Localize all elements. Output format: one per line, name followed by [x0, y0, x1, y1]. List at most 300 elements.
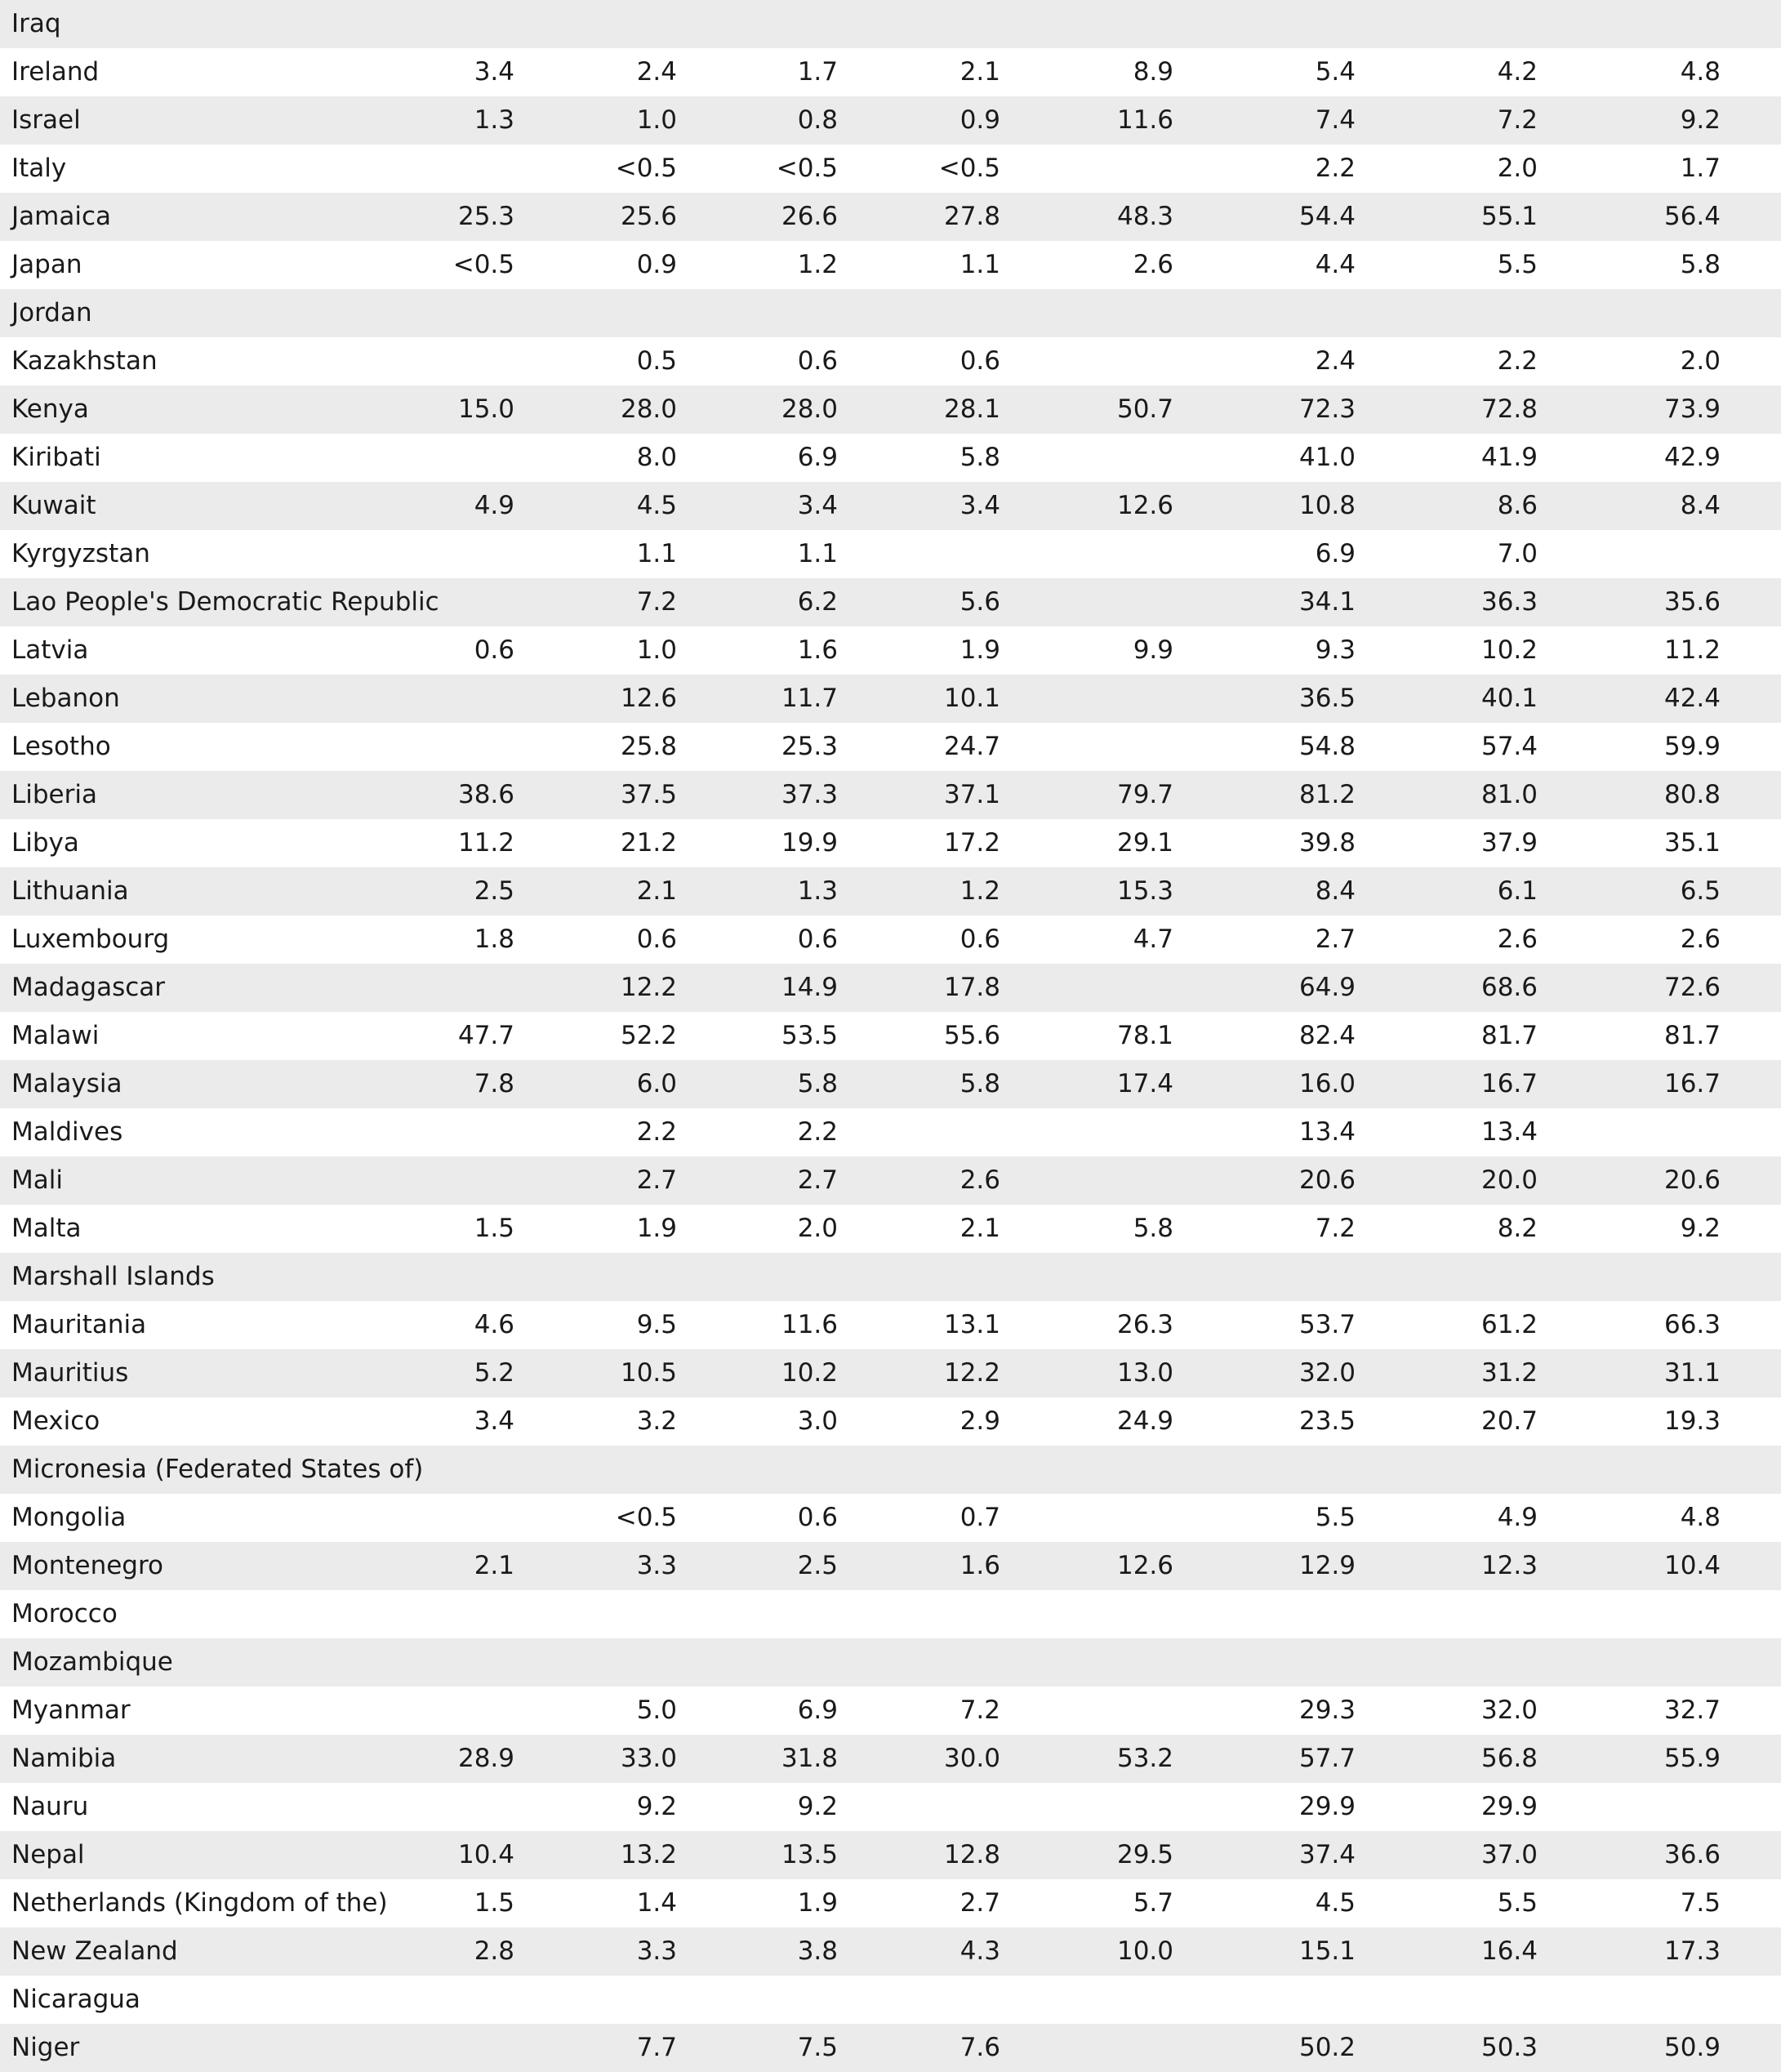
value-cell: 13.5 — [781, 1840, 838, 1869]
value-cell: 3.4 — [960, 491, 1000, 520]
value-cell: 0.6 — [960, 346, 1000, 376]
country-name: Mauritania — [11, 1310, 147, 1339]
value-cell: 7.4 — [1315, 105, 1356, 135]
table-row — [0, 48, 1781, 96]
value-cell — [367, 1156, 514, 1205]
country-name: Nauru — [11, 1792, 89, 1821]
table-row — [0, 2024, 1781, 2072]
value-cell — [530, 1446, 677, 1494]
table-row — [0, 1590, 1781, 1638]
value-cell: 55.1 — [1480, 202, 1538, 231]
value-cell: 50.3 — [1480, 2033, 1538, 2062]
value-cell: 17.8 — [943, 973, 1000, 1002]
value-cell: 4.4 — [1315, 250, 1356, 279]
country-name: Nepal — [11, 1840, 85, 1869]
value-cell: 23.5 — [1298, 1406, 1356, 1436]
value-cell — [1391, 1976, 1538, 2024]
value-cell — [367, 1590, 514, 1638]
country-name: Libya — [11, 828, 79, 858]
value-cell: 72.8 — [1480, 394, 1538, 424]
country-name: Micronesia (Federated States of) — [11, 1455, 424, 1484]
value-cell — [1574, 1638, 1721, 1687]
value-cell: <0.5 — [615, 154, 677, 183]
value-cell: 0.8 — [797, 105, 838, 135]
value-cell: 25.3 — [781, 732, 838, 761]
value-cell: 5.2 — [474, 1358, 514, 1388]
value-cell: 37.3 — [781, 780, 838, 809]
value-cell — [1391, 0, 1538, 48]
value-cell: 13.4 — [1480, 1117, 1538, 1147]
country-name: Maldives — [11, 1117, 123, 1147]
value-cell — [1209, 1446, 1356, 1494]
value-cell — [1026, 578, 1173, 626]
country-name: Mexico — [11, 1406, 100, 1436]
table-row — [0, 434, 1781, 482]
value-cell — [1026, 1783, 1173, 1831]
value-cell: 2.5 — [474, 876, 514, 906]
country-name: Netherlands (Kingdom of the) — [11, 1888, 388, 1918]
value-cell: 35.1 — [1663, 828, 1721, 858]
value-cell: 5.5 — [1497, 250, 1538, 279]
value-cell — [367, 1638, 514, 1687]
table-row — [0, 1927, 1781, 1976]
value-cell: 1.2 — [797, 250, 838, 279]
value-cell — [530, 1253, 677, 1301]
table-row — [0, 1446, 1781, 1494]
value-cell — [1026, 1156, 1173, 1205]
value-cell: 6.1 — [1497, 876, 1538, 906]
value-cell — [367, 964, 514, 1012]
value-cell — [1209, 1976, 1356, 2024]
value-cell: 0.6 — [797, 346, 838, 376]
value-cell: 15.1 — [1298, 1936, 1356, 1966]
value-cell: 6.5 — [1680, 876, 1721, 906]
value-cell: 11.2 — [457, 828, 514, 858]
value-cell: 5.8 — [960, 443, 1000, 472]
value-cell: 20.7 — [1480, 1406, 1538, 1436]
value-cell: 16.7 — [1480, 1069, 1538, 1098]
value-cell: 42.4 — [1663, 684, 1721, 713]
value-cell: 12.6 — [620, 684, 677, 713]
value-cell — [691, 0, 838, 48]
value-cell: 53.7 — [1298, 1310, 1356, 1339]
value-cell — [1026, 1494, 1173, 1542]
value-cell: 1.0 — [636, 635, 677, 665]
country-name: Liberia — [11, 780, 97, 809]
table-row — [0, 193, 1781, 241]
value-cell: 2.7 — [636, 1165, 677, 1195]
table-row — [0, 1108, 1781, 1156]
value-cell — [853, 0, 1000, 48]
value-cell: 81.2 — [1298, 780, 1356, 809]
value-cell: 12.2 — [620, 973, 677, 1002]
table-row — [0, 771, 1781, 819]
value-cell: 4.7 — [1133, 925, 1173, 954]
table-row — [0, 96, 1781, 145]
country-name: Lebanon — [11, 684, 120, 713]
value-cell: 13.4 — [1298, 1117, 1356, 1147]
table-row — [0, 819, 1781, 867]
value-cell — [367, 578, 514, 626]
value-cell — [1574, 1253, 1721, 1301]
value-cell: 55.9 — [1663, 1744, 1721, 1773]
value-cell — [691, 1976, 838, 2024]
country-name: Mauritius — [11, 1358, 129, 1388]
value-cell — [1026, 1253, 1173, 1301]
value-cell: 52.2 — [620, 1021, 677, 1050]
value-cell: 9.2 — [1680, 1214, 1721, 1243]
value-cell — [1391, 1638, 1538, 1687]
value-cell: 7.0 — [1497, 539, 1538, 568]
country-name: Marshall Islands — [11, 1262, 215, 1291]
value-cell: 5.5 — [1315, 1503, 1356, 1532]
value-cell: 66.3 — [1663, 1310, 1721, 1339]
table-row — [0, 723, 1781, 771]
value-cell — [853, 289, 1000, 337]
value-cell — [1574, 1783, 1721, 1831]
value-cell: 39.8 — [1298, 828, 1356, 858]
value-cell — [1026, 2024, 1173, 2072]
value-cell: 1.5 — [474, 1888, 514, 1918]
value-cell — [1026, 964, 1173, 1012]
country-name: Nicaragua — [11, 1985, 140, 2014]
country-name: Malawi — [11, 1021, 100, 1050]
country-name: Niger — [11, 2033, 80, 2062]
country-name: Myanmar — [11, 1695, 131, 1725]
value-cell: 50.7 — [1116, 394, 1173, 424]
country-name: Israel — [11, 105, 81, 135]
value-cell: 25.6 — [620, 202, 677, 231]
value-cell: 25.3 — [457, 202, 514, 231]
value-cell: 8.2 — [1497, 1214, 1538, 1243]
value-cell: 2.1 — [474, 1551, 514, 1580]
value-cell: 2.2 — [797, 1117, 838, 1147]
value-cell: 12.6 — [1116, 1551, 1173, 1580]
value-cell: 5.0 — [636, 1695, 677, 1725]
value-cell — [1574, 1976, 1721, 2024]
value-cell: 20.6 — [1298, 1165, 1356, 1195]
value-cell — [1026, 145, 1173, 193]
value-cell: 10.2 — [1480, 635, 1538, 665]
country-name: Malta — [11, 1214, 82, 1243]
table-row — [0, 289, 1781, 337]
value-cell: 38.6 — [457, 780, 514, 809]
value-cell: 12.6 — [1116, 491, 1173, 520]
value-cell: 29.1 — [1116, 828, 1173, 858]
value-cell: 9.2 — [1680, 105, 1721, 135]
value-cell: 31.8 — [781, 1744, 838, 1773]
value-cell: 19.9 — [781, 828, 838, 858]
value-cell — [853, 1446, 1000, 1494]
value-cell: 2.6 — [1133, 250, 1173, 279]
table-row — [0, 1735, 1781, 1783]
value-cell: 37.9 — [1480, 828, 1538, 858]
table-row — [0, 1060, 1781, 1108]
value-cell: 12.3 — [1480, 1551, 1538, 1580]
value-cell: 4.5 — [1315, 1888, 1356, 1918]
value-cell — [1026, 1976, 1173, 2024]
value-cell — [691, 1446, 838, 1494]
value-cell: 8.6 — [1497, 491, 1538, 520]
value-cell: 36.3 — [1480, 587, 1538, 617]
value-cell — [1391, 1590, 1538, 1638]
value-cell: 2.6 — [1680, 925, 1721, 954]
value-cell — [367, 1976, 514, 2024]
value-cell: 1.9 — [960, 635, 1000, 665]
value-cell — [367, 1108, 514, 1156]
value-cell — [1209, 0, 1356, 48]
table-row — [0, 1205, 1781, 1253]
value-cell — [691, 1253, 838, 1301]
country-name: Kiribati — [11, 443, 101, 472]
country-name: Lesotho — [11, 732, 111, 761]
country-name: Montenegro — [11, 1551, 164, 1580]
country-name: Ireland — [11, 57, 100, 87]
table-row — [0, 1976, 1781, 2024]
value-cell: 7.2 — [636, 587, 677, 617]
value-cell: 41.9 — [1480, 443, 1538, 472]
table-row — [0, 0, 1781, 48]
value-cell: 1.1 — [797, 539, 838, 568]
value-cell — [367, 530, 514, 578]
value-cell: 7.5 — [797, 2033, 838, 2062]
value-cell — [530, 1590, 677, 1638]
value-cell: 5.8 — [797, 1069, 838, 1098]
value-cell: 7.7 — [636, 2033, 677, 2062]
value-cell: 25.8 — [620, 732, 677, 761]
value-cell — [1026, 530, 1173, 578]
value-cell: 37.0 — [1480, 1840, 1538, 1869]
value-cell: 59.9 — [1663, 732, 1721, 761]
table-row — [0, 1638, 1781, 1687]
value-cell: 50.2 — [1298, 2033, 1356, 2062]
value-cell — [853, 1108, 1000, 1156]
table-row — [0, 578, 1781, 626]
value-cell: 37.1 — [943, 780, 1000, 809]
country-name: Latvia — [11, 635, 89, 665]
value-cell: 5.8 — [1133, 1214, 1173, 1243]
value-cell: 9.5 — [636, 1310, 677, 1339]
value-cell: 14.9 — [781, 973, 838, 1002]
table-row — [0, 1349, 1781, 1397]
table-row — [0, 867, 1781, 916]
value-cell — [1026, 289, 1173, 337]
country-name: Namibia — [11, 1744, 117, 1773]
value-cell: 9.2 — [636, 1792, 677, 1821]
value-cell: 4.9 — [1497, 1503, 1538, 1532]
value-cell — [853, 1783, 1000, 1831]
table-row — [0, 1687, 1781, 1735]
value-cell: 5.7 — [1133, 1888, 1173, 1918]
value-cell: 4.9 — [474, 491, 514, 520]
value-cell: 1.9 — [636, 1214, 677, 1243]
value-cell: 54.8 — [1298, 732, 1356, 761]
value-cell: 2.4 — [1315, 346, 1356, 376]
table-row — [0, 964, 1781, 1012]
value-cell: 31.1 — [1663, 1358, 1721, 1388]
value-cell: 54.4 — [1298, 202, 1356, 231]
value-cell: 8.9 — [1133, 57, 1173, 87]
value-cell: 3.4 — [474, 57, 514, 87]
value-cell — [853, 1253, 1000, 1301]
value-cell: 2.6 — [1497, 925, 1538, 954]
value-cell: 1.5 — [474, 1214, 514, 1243]
value-cell: 3.2 — [636, 1406, 677, 1436]
value-cell: <0.5 — [452, 250, 514, 279]
value-cell: 2.0 — [797, 1214, 838, 1243]
value-cell: 4.2 — [1497, 57, 1538, 87]
value-cell: 12.2 — [943, 1358, 1000, 1388]
value-cell: 1.9 — [797, 1888, 838, 1918]
value-cell — [1026, 1687, 1173, 1735]
value-cell: 1.1 — [636, 539, 677, 568]
value-cell: 47.7 — [457, 1021, 514, 1050]
value-cell — [1026, 1590, 1173, 1638]
value-cell: 6.9 — [797, 443, 838, 472]
value-cell — [367, 2024, 514, 2072]
value-cell — [367, 1446, 514, 1494]
country-name: Japan — [11, 250, 82, 279]
value-cell — [691, 1590, 838, 1638]
value-cell: 10.0 — [1116, 1936, 1173, 1966]
value-cell: 20.0 — [1480, 1165, 1538, 1195]
value-cell: 0.6 — [636, 925, 677, 954]
value-cell: 7.8 — [474, 1069, 514, 1098]
value-cell: 21.2 — [620, 828, 677, 858]
table-row — [0, 1397, 1781, 1446]
country-name: New Zealand — [11, 1936, 178, 1966]
value-cell: 56.4 — [1663, 202, 1721, 231]
value-cell: 24.9 — [1116, 1406, 1173, 1436]
value-cell — [367, 289, 514, 337]
value-cell — [1026, 337, 1173, 385]
value-cell: 1.2 — [960, 876, 1000, 906]
value-cell: 7.2 — [1315, 1214, 1356, 1243]
table-row — [0, 1494, 1781, 1542]
value-cell: 20.6 — [1663, 1165, 1721, 1195]
value-cell: 0.9 — [636, 250, 677, 279]
value-cell: 3.4 — [797, 491, 838, 520]
value-cell — [1026, 434, 1173, 482]
value-cell: 6.9 — [797, 1695, 838, 1725]
value-cell — [367, 1253, 514, 1301]
value-cell — [530, 0, 677, 48]
value-cell — [853, 1976, 1000, 2024]
value-cell — [1574, 1108, 1721, 1156]
value-cell — [367, 1494, 514, 1542]
value-cell: 6.0 — [636, 1069, 677, 1098]
value-cell: 1.3 — [797, 876, 838, 906]
value-cell: 56.8 — [1480, 1744, 1538, 1773]
value-cell — [367, 675, 514, 723]
value-cell: 16.0 — [1298, 1069, 1356, 1098]
table-row — [0, 1879, 1781, 1927]
value-cell: 4.6 — [474, 1310, 514, 1339]
value-cell: 3.3 — [636, 1551, 677, 1580]
value-cell — [1026, 1638, 1173, 1687]
value-cell: 42.9 — [1663, 443, 1721, 472]
value-cell: 11.6 — [781, 1310, 838, 1339]
table-row — [0, 1156, 1781, 1205]
value-cell: 0.6 — [474, 635, 514, 665]
value-cell: 61.2 — [1480, 1310, 1538, 1339]
country-name: Jordan — [11, 298, 92, 328]
value-cell: 8.0 — [636, 443, 677, 472]
value-cell: 13.2 — [620, 1840, 677, 1869]
value-cell — [1574, 530, 1721, 578]
value-cell: 68.6 — [1480, 973, 1538, 1002]
value-cell — [367, 145, 514, 193]
value-cell: 2.1 — [960, 1214, 1000, 1243]
country-name: Jamaica — [11, 202, 111, 231]
value-cell: 2.7 — [960, 1888, 1000, 1918]
value-cell: 26.6 — [781, 202, 838, 231]
value-cell — [1209, 289, 1356, 337]
value-cell: 32.7 — [1663, 1695, 1721, 1725]
value-cell: 29.3 — [1298, 1695, 1356, 1725]
value-cell: 53.5 — [781, 1021, 838, 1050]
value-cell — [691, 1638, 838, 1687]
value-cell: 2.4 — [636, 57, 677, 87]
value-cell: 41.0 — [1298, 443, 1356, 472]
value-cell: 31.2 — [1480, 1358, 1538, 1388]
value-cell: 10.2 — [781, 1358, 838, 1388]
value-cell: 7.5 — [1680, 1888, 1721, 1918]
value-cell: 0.9 — [960, 105, 1000, 135]
value-cell: 10.5 — [620, 1358, 677, 1388]
value-cell: 72.3 — [1298, 394, 1356, 424]
value-cell: 32.0 — [1298, 1358, 1356, 1388]
value-cell: 48.3 — [1116, 202, 1173, 231]
value-cell: 53.2 — [1116, 1744, 1173, 1773]
value-cell: 10.8 — [1298, 491, 1356, 520]
value-cell: 50.9 — [1663, 2033, 1721, 2062]
value-cell: 29.5 — [1116, 1840, 1173, 1869]
value-cell: 24.7 — [943, 732, 1000, 761]
value-cell: 2.7 — [1315, 925, 1356, 954]
value-cell: 7.2 — [1497, 105, 1538, 135]
value-cell: 10.4 — [1663, 1551, 1721, 1580]
table-row — [0, 916, 1781, 964]
table-row — [0, 241, 1781, 289]
value-cell: 2.1 — [636, 876, 677, 906]
country-name: Lithuania — [11, 876, 129, 906]
value-cell — [1574, 289, 1721, 337]
value-cell: 34.1 — [1298, 587, 1356, 617]
value-cell — [530, 1976, 677, 2024]
value-cell: 2.0 — [1497, 154, 1538, 183]
value-cell: 1.3 — [474, 105, 514, 135]
value-cell — [1209, 1638, 1356, 1687]
value-cell: 3.4 — [474, 1406, 514, 1436]
value-cell: 28.9 — [457, 1744, 514, 1773]
value-cell: 4.8 — [1680, 57, 1721, 87]
value-cell: 1.0 — [636, 105, 677, 135]
value-cell: 27.8 — [943, 202, 1000, 231]
value-cell: 0.6 — [797, 925, 838, 954]
value-cell: 9.3 — [1315, 635, 1356, 665]
value-cell: 73.9 — [1663, 394, 1721, 424]
value-cell — [367, 1783, 514, 1831]
value-cell: 5.8 — [1680, 250, 1721, 279]
value-cell — [1026, 1446, 1173, 1494]
value-cell — [853, 1638, 1000, 1687]
value-cell: 15.3 — [1116, 876, 1173, 906]
value-cell: 4.5 — [636, 491, 677, 520]
value-cell: 1.6 — [797, 635, 838, 665]
value-cell: 64.9 — [1298, 973, 1356, 1002]
value-cell: 17.4 — [1116, 1069, 1173, 1098]
